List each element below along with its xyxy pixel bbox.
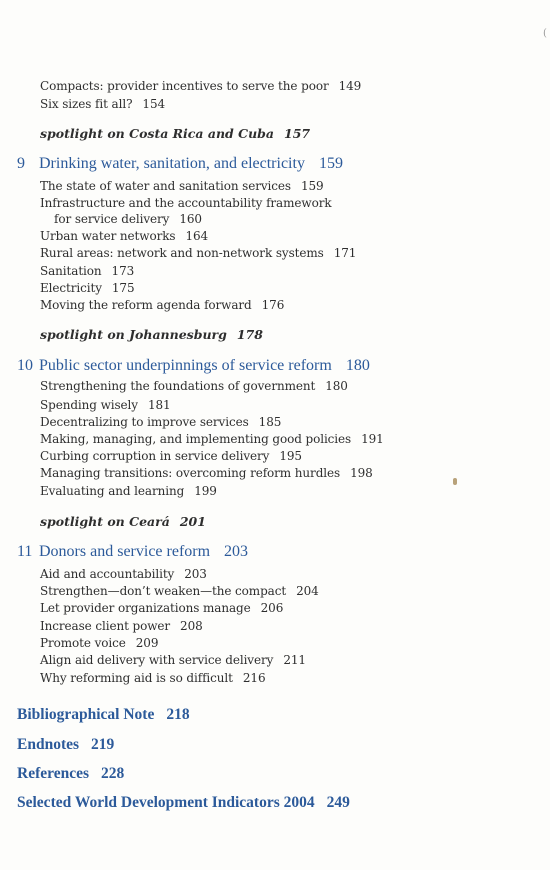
toc-entry [40,263,134,280]
toc-entry [40,600,283,617]
spotlight-page: 201 [179,514,206,529]
toc-entry [40,78,361,95]
entry-title: Rural areas: network and non-network systems [40,246,324,260]
entry-page: 176 [261,298,285,312]
toc-entry [40,431,384,448]
entry-title: Strengthen—don’t weaken—the compact [40,584,287,598]
back-title: Endnotes [17,736,80,753]
chapter-page: 180 [345,357,370,374]
entry-title: Six sizes fit all? [40,97,133,111]
chapter-title: Drinking water, sanitation, and electricity [39,155,305,172]
spotlight-title: spotlight on Johannesburg [40,327,227,342]
entry-title: Align aid delivery with service delivery [40,653,274,667]
toc-entry [40,297,284,314]
back-matter-references [17,765,124,783]
entry-page: 181 [147,398,171,412]
entry-title: Spending wisely [40,398,138,412]
spotlight-costa-rica [40,126,310,141]
corner-mark: ( [543,28,547,39]
entry-page: 154 [142,97,166,111]
entry-title: Managing transitions: overcoming reform hurdles [40,466,341,480]
toc-entry [40,228,208,245]
entry-page: 211 [283,653,306,667]
entry-title: Evaluating and learning [40,484,185,498]
spotlight-title: spotlight on Costa Rica and Cuba [40,126,275,141]
entry-page: 204 [296,584,319,598]
entry-page: 209 [135,636,159,650]
entry-title: Promote voice [40,636,126,650]
entry-title: Electricity [40,281,102,295]
toc-entry [40,397,171,414]
toc-entry [40,280,135,297]
entry-page: 175 [111,281,135,295]
entry-title: The state of water and sanitation services [40,179,291,193]
toc-entry [40,483,217,500]
toc-entry [40,96,165,113]
chapter-title: Public sector underpinnings of service reform [39,357,332,374]
entry-page: 149 [338,79,362,93]
chapter-title: Donors and service reform [39,543,211,560]
spotlight-title: spotlight on Ceará [40,514,170,529]
back-page: 219 [91,736,115,753]
chapter-10-heading [17,357,370,375]
toc-entry [40,652,306,669]
spotlight-johannesburg [40,327,263,342]
entry-title: Urban water networks [40,229,176,243]
entry-page: 195 [279,449,302,463]
toc-entry [40,566,207,583]
toc-entry [40,448,302,465]
entry-title: Aid and accountability [40,567,175,581]
back-title: Bibliographical Note [17,706,155,723]
entry-page: 199 [194,484,217,498]
chapter-number: 9 [17,155,25,172]
entry-title: Why reforming aid is so difficult [40,671,233,685]
entry-page: 203 [184,567,207,581]
entry-title: for service delivery [54,212,170,226]
entry-page: 216 [242,671,266,685]
entry-page: 206 [260,601,284,615]
paper-speck [453,478,457,485]
back-page: 218 [166,706,190,723]
entry-page: 159 [300,179,324,193]
entry-title: Infrastructure and the accountability framework [40,196,332,210]
back-title: References [17,765,90,782]
entry-title: Compacts: provider incentives to serve the poor [40,79,329,93]
toc-entry [40,465,373,482]
entry-title: Curbing corruption in service delivery [40,449,270,463]
chapter-9-heading [17,155,343,173]
toc-entry [40,178,324,195]
entry-page: 160 [179,212,202,226]
toc-entry [40,245,356,262]
back-matter-bibliographical-note [17,706,190,724]
entry-page: 208 [180,619,203,633]
back-page: 249 [326,794,350,811]
back-matter-endnotes [17,736,114,754]
entry-title: Increase client power [40,619,171,633]
toc-entry [40,635,158,652]
entry-page: 171 [333,246,357,260]
back-title: Selected World Development Indicators 2004 [17,794,315,811]
spotlight-ceara [40,514,206,529]
entry-page: 185 [258,415,282,429]
toc-entry [40,670,266,687]
chapter-page: 203 [224,543,249,560]
entry-title: Making, managing, and implementing good policies [40,432,352,446]
chapter-page: 159 [318,155,343,172]
entry-page: 198 [350,466,373,480]
entry-page: 173 [111,264,135,278]
entry-page: 180 [325,379,348,393]
entry-page: 164 [185,229,209,243]
toc-entry [40,414,281,431]
spotlight-page: 157 [284,126,311,141]
toc-entry [40,195,332,212]
chapter-11-heading [17,543,248,561]
entry-title: Decentralizing to improve services [40,415,249,429]
toc-entry [40,378,348,395]
chapter-number: 11 [17,543,33,560]
chapter-number: 10 [17,357,33,374]
toc-entry [40,583,319,600]
entry-title: Moving the reform agenda forward [40,298,252,312]
entry-page: 191 [361,432,384,446]
entry-title: Sanitation [40,264,102,278]
back-page: 228 [101,765,125,782]
toc-entry [40,211,202,228]
toc-entry [40,618,203,635]
spotlight-page: 178 [236,327,263,342]
back-matter-indicators [17,794,350,812]
entry-title: Strengthening the foundations of government [40,379,316,393]
entry-title: Let provider organizations manage [40,601,251,615]
